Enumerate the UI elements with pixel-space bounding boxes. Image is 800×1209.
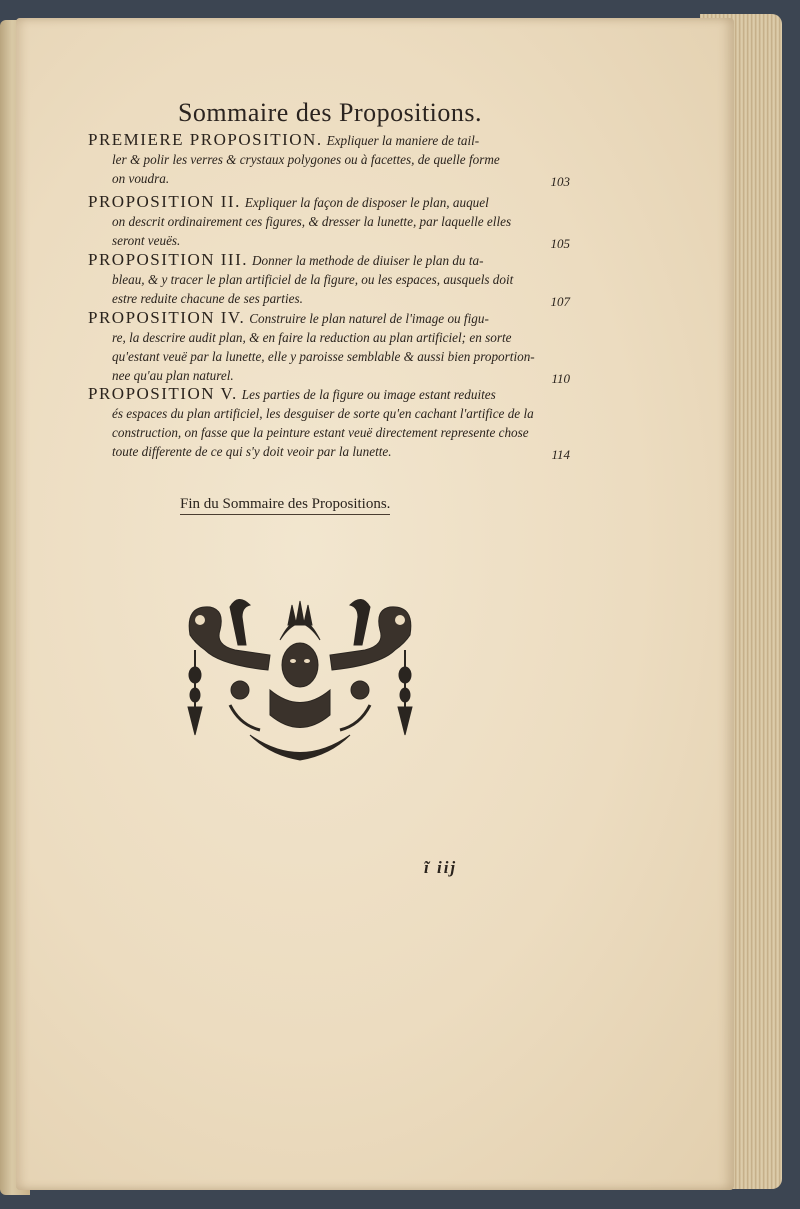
proposition-entry-4 <box>88 308 570 386</box>
entry-text-line: on descrit ordinairement ces figures, & dresser la lunette, par laquelle elles <box>112 214 512 229</box>
proposition-entry-3 <box>88 250 570 309</box>
grotesque-mask-ornament-icon <box>180 595 420 765</box>
page-number: 114 <box>551 447 570 462</box>
page-number: 103 <box>550 174 570 189</box>
entry-text-line: seront veuës. <box>112 233 181 248</box>
entry-text-line: bleau, & y tracer le plan artificiel de la figure, ou les espaces, ausquels doit <box>112 272 514 287</box>
summary-end-line: Fin du Sommaire des Propositions. <box>180 496 390 515</box>
entry-text-line: estre reduite chacune de ses parties. <box>112 291 303 306</box>
entry-text-line: Expliquer la maniere de tail- <box>326 133 480 148</box>
proposition-entry-1 <box>88 130 570 189</box>
entry-heading: PROPOSITION V. <box>88 384 238 403</box>
page-title: Sommaire des Propositions. <box>177 98 483 127</box>
proposition-entry-2 <box>88 192 570 251</box>
entry-text-line: Expliquer la façon de disposer le plan, auquel <box>244 195 489 210</box>
entry-text-line: qu'estant veuë par la lunette, elle y paroisse semblable & aussi bien proportion- <box>112 349 535 364</box>
entry-text-line: on voudra. <box>112 171 170 186</box>
signature-mark: ĩ iij <box>424 858 458 877</box>
entry-text-line: és espaces du plan artificiel, les desguiser de sorte qu'en cachant l'artifice de la <box>112 406 534 421</box>
entry-heading: PROPOSITION II. <box>88 192 241 211</box>
entry-text-line: Les parties de la figure ou image estant reduites <box>241 387 496 402</box>
entry-heading: PROPOSITION IV. <box>88 308 246 327</box>
entry-text-line: nee qu'au plan naturel. <box>112 368 234 383</box>
entry-text-line: Construire le plan naturel de l'image ou figu- <box>249 311 489 326</box>
entry-heading: PROPOSITION III. <box>88 250 248 269</box>
page-number: 105 <box>550 236 570 251</box>
proposition-entry-5 <box>88 384 570 462</box>
entry-text-line: construction, on fasse que la peinture estant veuë directement represente chose <box>112 425 529 440</box>
entry-heading: PREMIERE PROPOSITION. <box>88 130 323 149</box>
entry-text-line: Donner la methode de diuiser le plan du ta- <box>252 253 484 268</box>
entry-text-line: re, la descrire audit plan, & en faire la reduction au plan artificiel; en sorte <box>112 330 512 345</box>
entry-text-line: toute differente de ce qui s'y doit veoir par la lunette. <box>112 444 392 459</box>
page-number: 110 <box>551 371 570 386</box>
entry-text-line: ler & polir les verres & crystaux polygones ou à facettes, de quelle forme <box>112 152 500 167</box>
page-number: 107 <box>550 294 570 309</box>
bleed-through-text <box>446 488 676 788</box>
